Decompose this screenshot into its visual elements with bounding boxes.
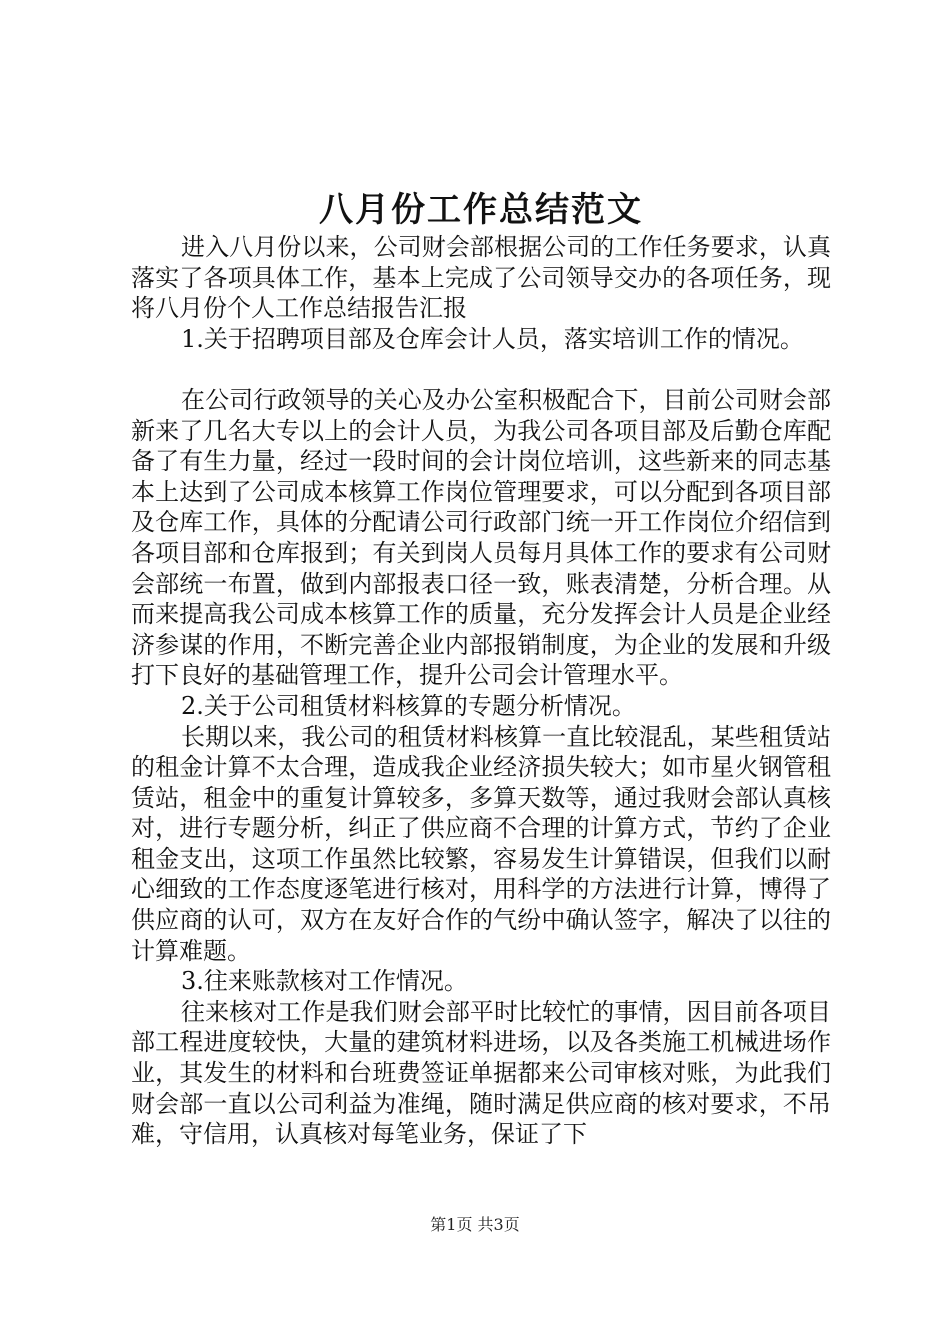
paragraph-section-3: 往来核对工作是我们财会部平时比较忙的事情，因目前各项目部工程进度较快，大量的建筑材料进场，以及各类施工机械进场作业，其发生的材料和台班费签证单据都来公司审核对账，为此我们财会部一直以公司利益为准绳，随时满足供应商的核对要求，不吊难，守信用，认真核对每笔业务，保证了下 [131, 997, 831, 1149]
paragraph-section-2: 长期以来，我公司的租赁材料核算一直比较混乱，某些租赁站的租金计算不太合理，造成我企业经济损失较大；如市星火钢管租赁站，租金中的重复计算较多，多算天数等，通过我财会部认真核对，进行专题分析，纠正了供应商不合理的计算方式，节约了企业租金支出，这项工作虽然比较繁，容易发生计算错误，但我们以耐心细致的工作态度逐笔进行核对，用科学的方法进行计算，博得了供应商的认可，双方在友好合作的气纷中确认签字，解决了以往的计算难题。 [131, 722, 831, 965]
section-heading-3: 3.往来账款核对工作情况。 [181, 967, 468, 996]
page-footer: 第1页 共3页 [430, 1215, 520, 1234]
document-title: 八月份工作总结范文 [319, 190, 643, 230]
paragraph-intro: 进入八月份以来，公司财会部根据公司的工作任务要求，认真落实了各项具体工作，基本上完成了公司领导交办的各项任务，现将八月份个人工作总结报告汇报 [131, 233, 831, 323]
document-page [131, 190, 831, 1150]
section-heading-2: 2.关于公司租赁材料核算的专题分析情况。 [181, 691, 636, 720]
blank-line [131, 354, 831, 385]
section-heading-1: 1.关于招聘项目部及仓库会计人员，落实培训工作的情况。 [181, 324, 804, 353]
paragraph-section-1: 在公司行政领导的关心及办公室积极配合下，目前公司财会部新来了几名大专以上的会计人员，为我公司各项目部及后勤仓库配备了有生力量，经过一段时间的会计岗位培训，这些新来的同志基本上达到了公司成本核算工作岗位管理要求，可以分配到各项目部及仓库工作，具体的分配请公司行政部门统一开工作岗位介绍信到各项目部和仓库报到；有关到岗人员每月具体工作的要求有公司财会部统一布置，做到内部报表口径一致，账表清楚，分析合理。从而来提高我公司成本核算工作的质量，充分发挥会计人员是企业经济参谋的作用，不断完善企业内部报销制度，为企业的发展和升级打下良好的基础管理工作，提升公司会计管理水平。 [131, 385, 831, 690]
